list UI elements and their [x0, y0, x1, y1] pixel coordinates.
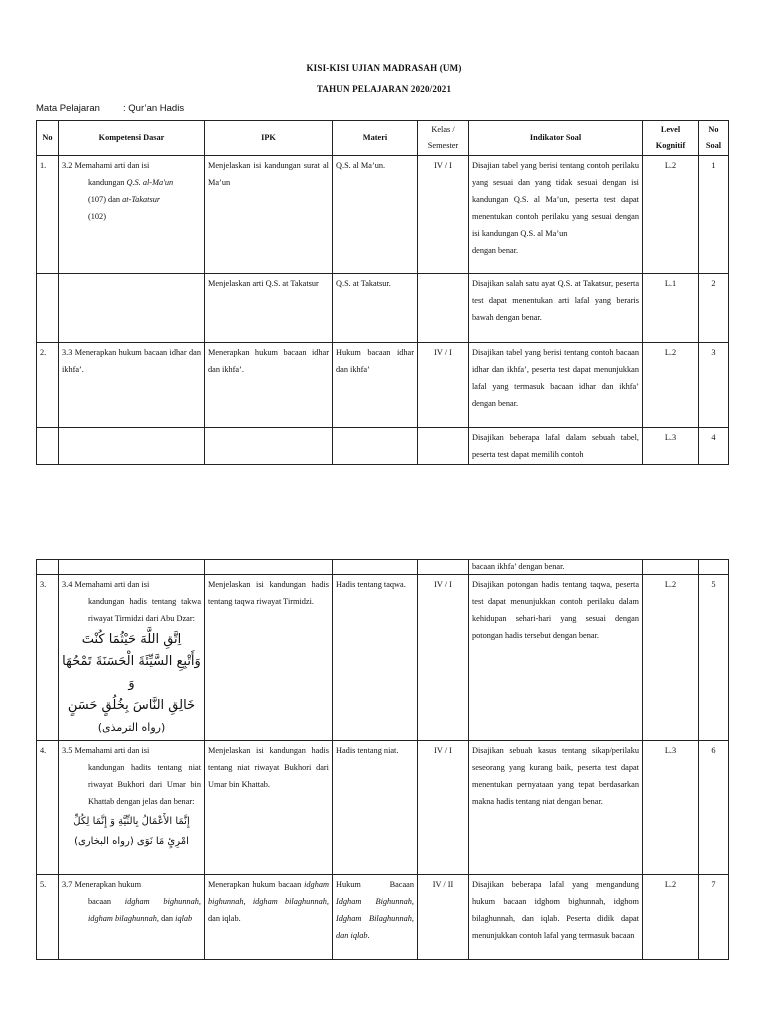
cell-level: [643, 560, 699, 575]
cell-kelas: IV / I: [418, 343, 469, 428]
cell-kompetensi-dasar: 3.5 Memahami arti dan isi kandungan hadits tentang niat riwayat Bukhori dari Umar bin Khattab dengan jelas dan benar: إِنَّمَا الأَعْمَالُ بِالنِّيَّةِ وَ إِنَّمَا لِكُلِّ امْرِئٍ مَا نَوَى (رواه البخارى): [59, 741, 205, 875]
cell-materi: Hadis tentang niat.: [333, 741, 418, 875]
document-title: KISI-KISI UJIAN MADRASAH (UM): [306, 63, 462, 73]
table-row: [37, 575, 729, 741]
cell-materi: Hukum bacaan idhar dan ikhfa’: [333, 343, 418, 428]
cell-ipk: Menjelaskan arti Q.S. at Takatsur: [205, 274, 333, 343]
table-row: [37, 560, 729, 575]
cell-indikator: Disajikan potongan hadis tentang taqwa, peserta test dapat menunjukkan contoh perilaku dalam kehidupan sehari-hari yang sesuai dengan potongan hadis tersebut dengan benar.: [469, 575, 643, 741]
cell-no-soal: 7: [699, 875, 729, 960]
cell-kompetensi-dasar: 3.2 Memahami arti dan isi kandungan Q.S. al-Ma'un (107) dan at-Takatsur (102): [59, 156, 205, 274]
cell-indikator: Disajikan beberapa lafal yang mengandung hukum bacaan idghom bighunnah, idghom bilaghunnah, dan iqlab. Peserta didik dapat menunjukkan contoh lafal yang termasuk bacaan: [469, 875, 643, 960]
header-no-soal: No Soal: [699, 121, 729, 156]
cell-kompetensi-dasar: [59, 428, 205, 465]
header-materi: Materi: [333, 121, 418, 156]
cell-kelas: [418, 560, 469, 575]
cell-no-soal: 3: [699, 343, 729, 428]
cell-no: [37, 274, 59, 343]
header-kompetensi-dasar: Kompetensi Dasar: [59, 121, 205, 156]
cell-no: 3.: [37, 575, 59, 741]
cell-indikator: Disajikan salah satu ayat Q.S. at Takatsur, peserta test dapat menentukan arti lafal yang beraris bawah dengan benar.: [469, 274, 643, 343]
cell-ipk: Menjelaskan isi kandungan surat al Ma’un: [205, 156, 333, 274]
table-header-row: [37, 121, 729, 156]
cell-kompetensi-dasar: 3.3 Menerapkan hukum bacaan idhar dan ikhfa’.: [59, 343, 205, 428]
cell-level: L.3: [643, 741, 699, 875]
cell-no: [37, 428, 59, 465]
kisi-kisi-table-page-1: [36, 120, 729, 465]
cell-indikator: bacaan ikhfa’ dengan benar.: [469, 560, 643, 575]
cell-materi: Q.S. al Ma’un.: [333, 156, 418, 274]
cell-materi: Hadis tentang taqwa.: [333, 575, 418, 741]
cell-ipk: Menerapkan hukum bacaan idgham bighunnah, idgham bilaghunnah, dan iqlab.: [205, 875, 333, 960]
cell-no-soal: [699, 560, 729, 575]
cell-materi: [333, 428, 418, 465]
cell-level: L.1: [643, 274, 699, 343]
cell-indikator: Disajikan beberapa lafal dalam sebuah tabel, peserta test dapat memilih contoh: [469, 428, 643, 465]
cell-kompetensi-dasar: 3.7 Menerapkan hukum bacaan idgham bighunnah, idgham bilaghunnah, dan iqlab: [59, 875, 205, 960]
cell-kelas: IV / I: [418, 741, 469, 875]
cell-kelas: [418, 274, 469, 343]
cell-kelas: IV / I: [418, 575, 469, 741]
header-no: No: [37, 121, 59, 156]
cell-indikator: Disajian tabel yang berisi tentang contoh perilaku yang sesuai dan yang tidak sesuai dengan isi kandungan Q.S. al Ma’un, peserta test dapat menentukan contoh perilaku yang sesuai dengan isi kandungan Q.S. al Ma’un dengan benar.: [469, 156, 643, 274]
cell-level: L.3: [643, 428, 699, 465]
cell-kompetensi-dasar: 3.4 Memahami arti dan isi kandungan hadis tentang takwa riwayat Tirmidzi dari Abu Dzar: اِتَّقِ اللَّهَ حَيْثُمَا كُنْتَ وَأَتْبِعِ السَّيِّئَةَ الْحَسَنَةَ تَمْحُهَا وَ خَالِقِ النَّاسَ بِخُلُقٍ حَسَنٍ (رواه الترمذى): [59, 575, 205, 741]
cell-no: 1.: [37, 156, 59, 274]
table-row: [37, 741, 729, 875]
document-subtitle: TAHUN PELAJARAN 2020/2021: [316, 84, 452, 94]
header-level-kognitif: Level Kognitif: [643, 121, 699, 156]
table-row: [37, 156, 729, 274]
cell-indikator: Disajikan tabel yang berisi tentang contoh bacaan idhar dan ikhfa’, peserta test dapat menunjukkan lafal yang termasuk bacaan idhar dan ikhfa’ dengan benar.: [469, 343, 643, 428]
cell-no-soal: 1: [699, 156, 729, 274]
header-indikator-soal: Indikator Soal: [469, 121, 643, 156]
arabic-hadith-niat: إِنَّمَا الأَعْمَالُ بِالنِّيَّةِ وَ إِنَّمَا لِكُلِّ امْرِئٍ مَا نَوَى (رواه البخارى): [73, 816, 190, 847]
table-row: [37, 428, 729, 465]
kisi-kisi-table-page-2: [36, 559, 729, 960]
cell-kelas: IV / I: [418, 156, 469, 274]
cell-no: [37, 560, 59, 575]
cell-kelas: IV / II: [418, 875, 469, 960]
table-row: [37, 875, 729, 960]
cell-no: 2.: [37, 343, 59, 428]
cell-ipk: Menjelaskan isi kandungan hadis tentang taqwa riwayat Tirmidzi.: [205, 575, 333, 741]
cell-no: 4.: [37, 741, 59, 875]
cell-no: 5.: [37, 875, 59, 960]
cell-kompetensi-dasar: [59, 560, 205, 575]
cell-ipk: Menjelaskan isi kandungan hadis tentang niat riwayat Bukhori dari Umar bin Khattab.: [205, 741, 333, 875]
header-kelas-semester: Kelas / Semester: [418, 121, 469, 156]
subject-value: : Qur’an Hadis: [123, 103, 185, 114]
cell-no-soal: 6: [699, 741, 729, 875]
cell-no-soal: 4: [699, 428, 729, 465]
cell-level: L.2: [643, 156, 699, 274]
subject-label: Mata Pelajaran: [36, 103, 100, 114]
cell-ipk: Menerapkan hukum bacaan idhar dan ikhfa’.: [205, 343, 333, 428]
cell-materi: Q.S. at Takatsur.: [333, 274, 418, 343]
cell-level: L.2: [643, 875, 699, 960]
cell-no-soal: 2: [699, 274, 729, 343]
cell-level: L.2: [643, 575, 699, 741]
cell-materi: Hukum Bacaan Idgham Bighunnah, Idgham Bilaghunnah, dan iqlab.: [333, 875, 418, 960]
arabic-hadith-taqwa: اِتَّقِ اللَّهَ حَيْثُمَا كُنْتَ وَأَتْبِعِ السَّيِّئَةَ الْحَسَنَةَ تَمْحُهَا وَ خَالِقِ النَّاسَ بِخُلُقٍ حَسَنٍ (رواه الترمذى): [62, 632, 201, 734]
cell-materi: [333, 560, 418, 575]
cell-ipk: [205, 560, 333, 575]
subject-line: [36, 103, 184, 114]
cell-indikator: Disajikan sebuah kasus tentang sikap/perilaku seseorang yang kurang baik, peserta test dapat menentukan pernyataan yang tepat berdasarkan makna hadis tentang niat dengan benar.: [469, 741, 643, 875]
cell-kompetensi-dasar: [59, 274, 205, 343]
cell-kelas: [418, 428, 469, 465]
table-row: [37, 274, 729, 343]
cell-level: L.2: [643, 343, 699, 428]
table-row: [37, 343, 729, 428]
cell-no-soal: 5: [699, 575, 729, 741]
header-ipk: IPK: [205, 121, 333, 156]
cell-ipk: [205, 428, 333, 465]
